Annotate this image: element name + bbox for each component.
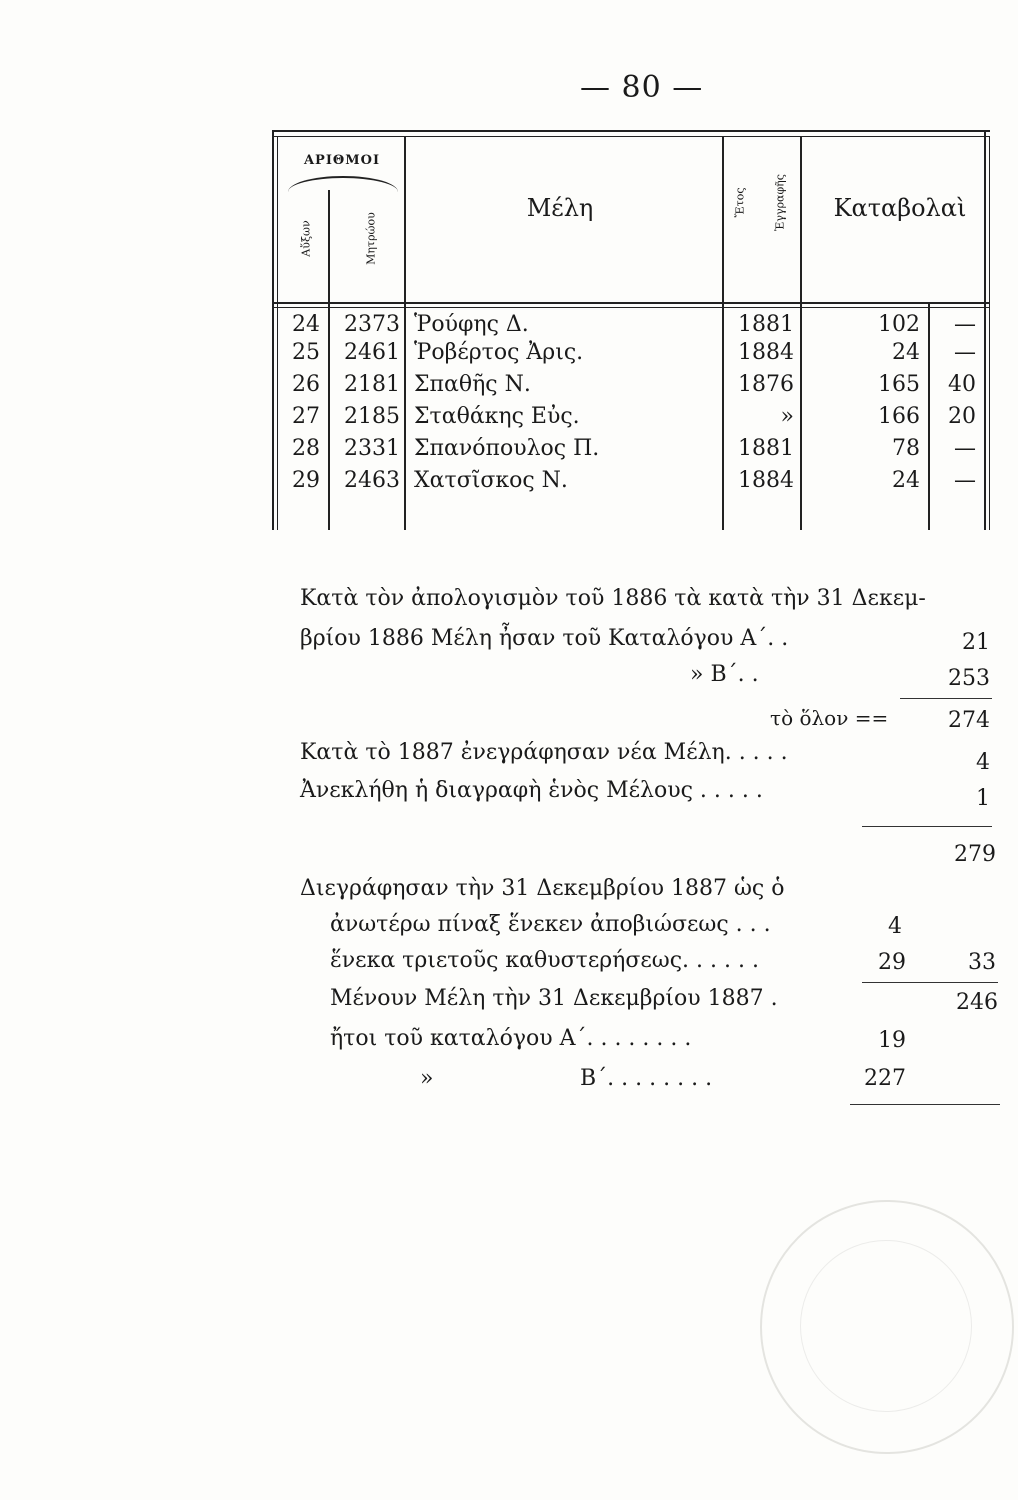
summary-line-5: Κατὰ τὸ 1887 ἐνεγράφησαν νέα Μέλη. . . . . <box>300 740 788 765</box>
cell-aux: 24 <box>292 312 320 337</box>
cell-year: 1884 <box>738 340 794 365</box>
summary-line-11-value: 246 <box>956 990 998 1015</box>
header-aux: Αὔξων <box>299 220 313 257</box>
cell-name: Σταθάκης Εὐς. <box>414 404 580 429</box>
cell-mitroou: 2461 <box>344 340 400 365</box>
summary-line-13: Β΄. . . . . . . . <box>580 1066 713 1091</box>
summary-line-10: ἕνεκα τριετοῦς καθυστερήσεως. . . . . . <box>330 948 759 973</box>
header-mitroou: Μητρώου <box>364 212 378 265</box>
summary-line-12-value: 19 <box>878 1028 906 1053</box>
summary-line-9: ἀνωτέρω πίναξ ἕνεκεν ἀποβιώσεως . . . <box>330 912 771 937</box>
summary-line-4-value: 274 <box>948 708 990 733</box>
rule-line <box>850 1104 1000 1105</box>
cell-payment-fraction: — <box>954 468 976 493</box>
cell-payment: 165 <box>878 372 920 397</box>
rule-line <box>900 698 992 699</box>
cell-name: Σπαθῆς Ν. <box>414 372 531 397</box>
header-kataboli: Καταβολαὶ <box>833 194 967 222</box>
summary-line-8: Διεγράφησαν τὴν 31 Δεκεμβρίου 1887 ὡς ὁ <box>300 876 785 901</box>
cell-payment-fraction: 40 <box>948 372 976 397</box>
cell-aux: 26 <box>292 372 320 397</box>
header-etos: Ἔτος <box>733 187 747 218</box>
cell-payment-fraction: — <box>954 436 976 461</box>
summary-line-3: » Β΄. . <box>690 662 759 687</box>
table-row <box>0 372 1018 396</box>
library-stamp-inner <box>800 1240 972 1412</box>
summary-line-13-value: 227 <box>864 1066 906 1091</box>
cell-aux: 29 <box>292 468 320 493</box>
summary-line-2: βρίου 1886 Μέλη ἦσαν τοῦ Καταλόγου Α΄. . <box>300 626 789 651</box>
summary-line-10-value: 29 <box>878 950 906 975</box>
cell-mitroou: 2181 <box>344 372 400 397</box>
table-row <box>0 436 1018 460</box>
rule-line <box>862 982 998 983</box>
summary-line-6-value: 1 <box>976 786 990 811</box>
summary-line-5-value: 4 <box>976 750 990 775</box>
table-row <box>0 312 1018 336</box>
summary-line-2-value: 21 <box>962 630 990 655</box>
cell-name: Ῥοβέρτος Ἀρις. <box>414 340 584 365</box>
summary-line-9-value: 4 <box>888 914 902 939</box>
table-row <box>0 468 1018 492</box>
cell-name: Σπανόπουλος Π. <box>414 436 600 461</box>
cell-payment-fraction: — <box>954 340 976 365</box>
summary-line-11: Μένουν Μέλη τὴν 31 Δεκεμβρίου 1887 . <box>330 986 778 1011</box>
cell-mitroou: 2373 <box>344 312 400 337</box>
table-row <box>0 340 1018 364</box>
cell-payment-fraction: — <box>954 312 976 337</box>
summary-line-10-total: 33 <box>968 950 996 975</box>
cell-name: Χατσῖσκος Ν. <box>414 468 568 493</box>
cell-mitroou: 2185 <box>344 404 400 429</box>
summary-line-4: τὸ ὅλον == <box>770 706 889 730</box>
summary-line-7-value: 279 <box>954 842 996 867</box>
rule-line <box>862 826 992 827</box>
cell-aux: 28 <box>292 436 320 461</box>
cell-year: 1884 <box>738 468 794 493</box>
cell-year: » <box>780 404 794 429</box>
header-brace <box>288 176 398 192</box>
summary-line-1: Κατὰ τὸν ἀπολογισμὸν τοῦ 1886 τὰ κατὰ τὴν 31 Δεκεμ- <box>300 586 926 611</box>
page-number: — 80 — <box>580 70 704 105</box>
cell-year: 1881 <box>738 312 794 337</box>
cell-payment-fraction: 20 <box>948 404 976 429</box>
cell-name: Ῥούφης Δ. <box>414 312 529 337</box>
header-arithmoi: ΑΡΙΘΜΟΙ <box>303 153 381 168</box>
cell-year: 1881 <box>738 436 794 461</box>
cell-aux: 27 <box>292 404 320 429</box>
cell-aux: 25 <box>292 340 320 365</box>
cell-mitroou: 2463 <box>344 468 400 493</box>
header-eggrafis: Ἐγγραφῆς <box>773 174 787 231</box>
cell-payment: 78 <box>892 436 920 461</box>
table-row <box>0 404 1018 428</box>
cell-payment: 24 <box>892 340 920 365</box>
summary-line-13-ditto: » <box>420 1066 434 1091</box>
cell-payment: 24 <box>892 468 920 493</box>
cell-year: 1876 <box>738 372 794 397</box>
header-meli: Μέλη <box>526 194 594 222</box>
summary-line-3-value: 253 <box>948 666 990 691</box>
cell-mitroou: 2331 <box>344 436 400 461</box>
cell-payment: 102 <box>878 312 920 337</box>
cell-payment: 166 <box>878 404 920 429</box>
summary-line-12: ἤτοι τοῦ καταλόγου Α΄. . . . . . . . <box>330 1026 692 1051</box>
summary-line-6: Ἀνεκλήθη ἡ διαγραφὴ ἑνὸς Μέλους . . . . . <box>300 778 763 803</box>
